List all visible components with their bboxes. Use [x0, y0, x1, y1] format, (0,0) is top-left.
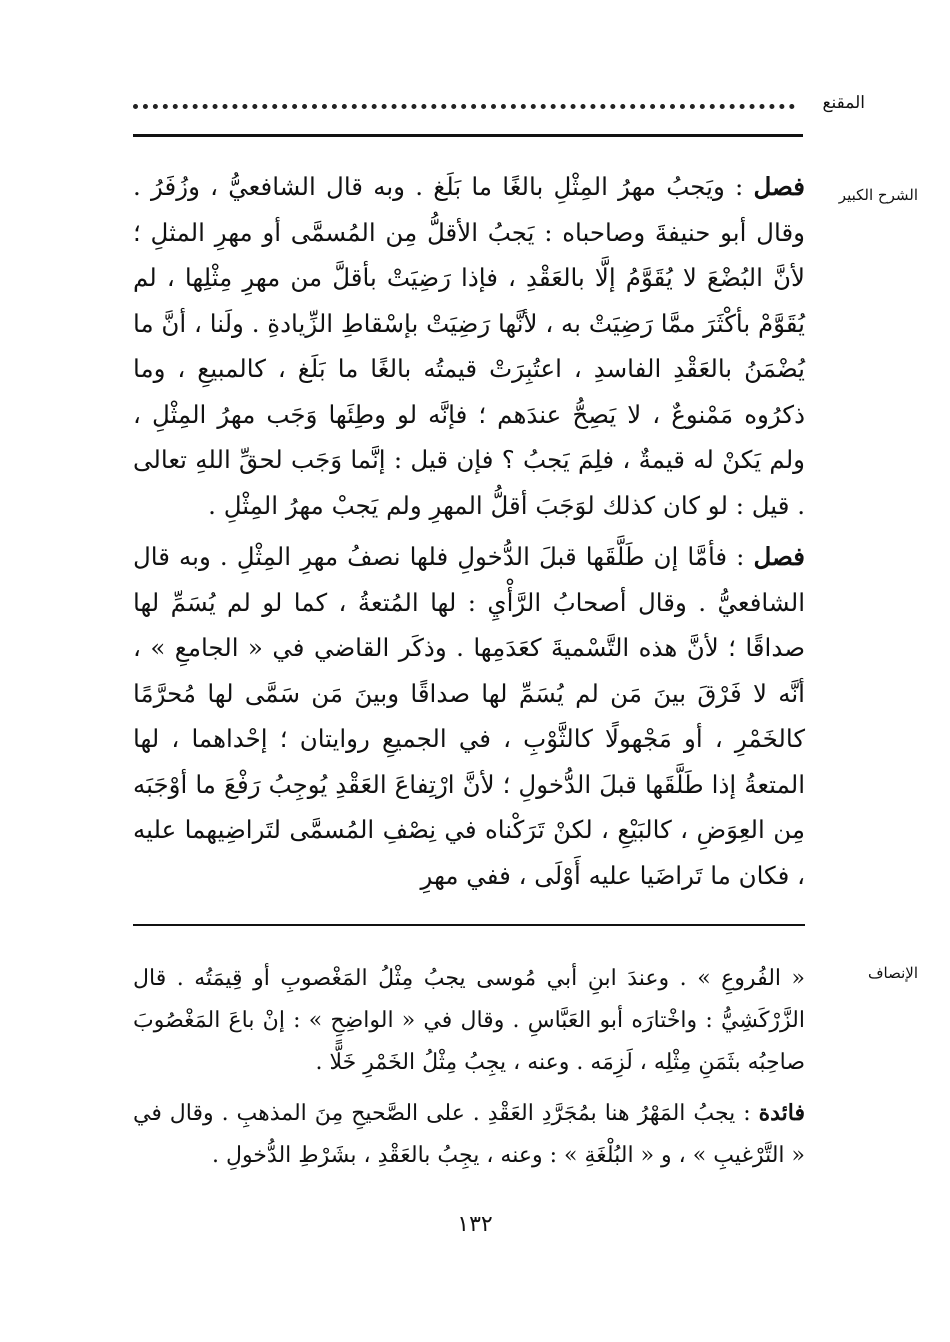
- sharh-paragraph-2-text: : فأمَّا إن طَلَّقَها قبلَ الدُّخولِ فلها نصفُ مهرِ المِثْلِ . وبه قال الشافعيُّ . وقال أصحابُ الرَّأْيِ : لها المُتعةُ ، كما لو لم يُسَمِّ لها صداقًا ؛ لأنَّ هذه التَّسْميةَ كعَدَمِها . وذكَر القاضي في « الجامعِ » ، أنَّه لا فَرْقَ بينَ مَن لم يُسَمِّ لها صداقًا وبينَ مَن سَمَّى لها مُحرَّمًا كالخَمْرِ ، أو مَجْهولًا كالثَّوْبِ ، في الجميعِ روايتان ؛ إحْداهما ، لها المتعةُ إذا طَلَّقَها قبلَ الدُّخولِ ؛ لأنَّ ارْتِفاعَ العَقْدِ يُوجِبُ رَفْعَ ما أوْجَبَه مِن العِوَضِ ، كالبَيْعِ ، لكنْ تَرَكْناه في نِصْفِ المُسمَّى لتَراضِيهما عليه ، فكان ما تَراضَيا عليه أَوْلَى ، ففي مهرِ: [133, 542, 805, 890]
- insaf-section: [133, 958, 805, 1185]
- faida-lead-word: فائدة: [758, 1100, 805, 1126]
- insaf-paragraph-2: [133, 1092, 805, 1177]
- sharh-paragraph-1-text: : ويَجبُ مهرُ المِثْلِ بالغًا ما بَلَغ . وبه قال الشافعيُّ ، وزُفَرُ . وقال أبو حنيفةَ وصاحباه : يَجبُ الأقلُّ مِن المُسمَّى أو مهرِ المثلِ ؛ لأنَّ البُضْعَ لا يُقَوَّمُ إلَّا بالعَقْدِ ، فإذا رَضِيَتْ بأقلَّ من مهرِ مِثْلِها ، لم يُقَوَّمْ بأكْثَرَ ممَّا رَضِيَتْ به ، لأنَّها رَضِيَتْ بإسْقاطِ الزِّيادةِ . ولَنا ، أنَّ ما يُضْمَنُ بالعَقْدِ الفاسدِ ، اعتُبِرَتْ قيمتُه بالغًا ما بَلَغ ، كالمبيعِ ، وما ذكرُوه مَمْنوعٌ ، لا يَصِحُّ عندَهم ؛ فإنَّه لو وطِئَها وَجَب مهرُ المِثْلِ ، ولم يَكنْ له قيمةٌ ، فلِمَ يَجبُ ؟ فإن قيل : إنَّما وَجَب لحقِّ اللهِ تعالى . قيل : لو كان كذلك لوَجَبَ أقلُّ المهرِ ولم يَجبْ مهرُ المِثْلِ .: [133, 172, 805, 520]
- section-lead-word: فصل: [753, 172, 805, 201]
- side-label-insaf: الإنصاف: [867, 964, 918, 982]
- section-lead-word: فصل: [753, 542, 805, 571]
- sharh-paragraph-1: [133, 164, 805, 528]
- side-label-sharh: الشرح الكبير: [838, 186, 918, 204]
- insaf-paragraph-2-text: : يجبُ المَهْرُ هنا بمُجَرَّدِ العَقْدِ . على الصَّحيحِ مِنَ المذهبِ . وقال في « التَّرْغيبِ » ، و « البُلْغَةِ » : وعنه ، يجِبُ بالعَقْدِ ، بشَرْطِ الدُّخولِ .: [133, 1101, 805, 1168]
- header-dotted-line: [133, 104, 795, 109]
- insaf-paragraph-1: « الفُروعِ » . وعندَ ابنِ أبي مُوسى يجبُ مِثْلُ المَغْصوبِ أو قِيمَتُه . قال الزَّرْكَشِيُّ : واخْتارَه أبو العَبَّاسِ . وقال في « الواضِحِ » : إنْ باعَ المَغْصُوبَ صاحِبُه بثَمَنِ مِثْلِه ، لَزِمَه . وعنه ، يجِبُ مِثْلُ الخَمْرِ خَلًّا .: [133, 966, 805, 1075]
- page-number: ١٣٢: [457, 1212, 493, 1237]
- section-divider-rule: [133, 924, 805, 926]
- header-title: المقنع: [822, 93, 865, 113]
- header-rule: [133, 134, 803, 137]
- sharh-section: [133, 164, 805, 904]
- sharh-paragraph-2: [133, 534, 805, 898]
